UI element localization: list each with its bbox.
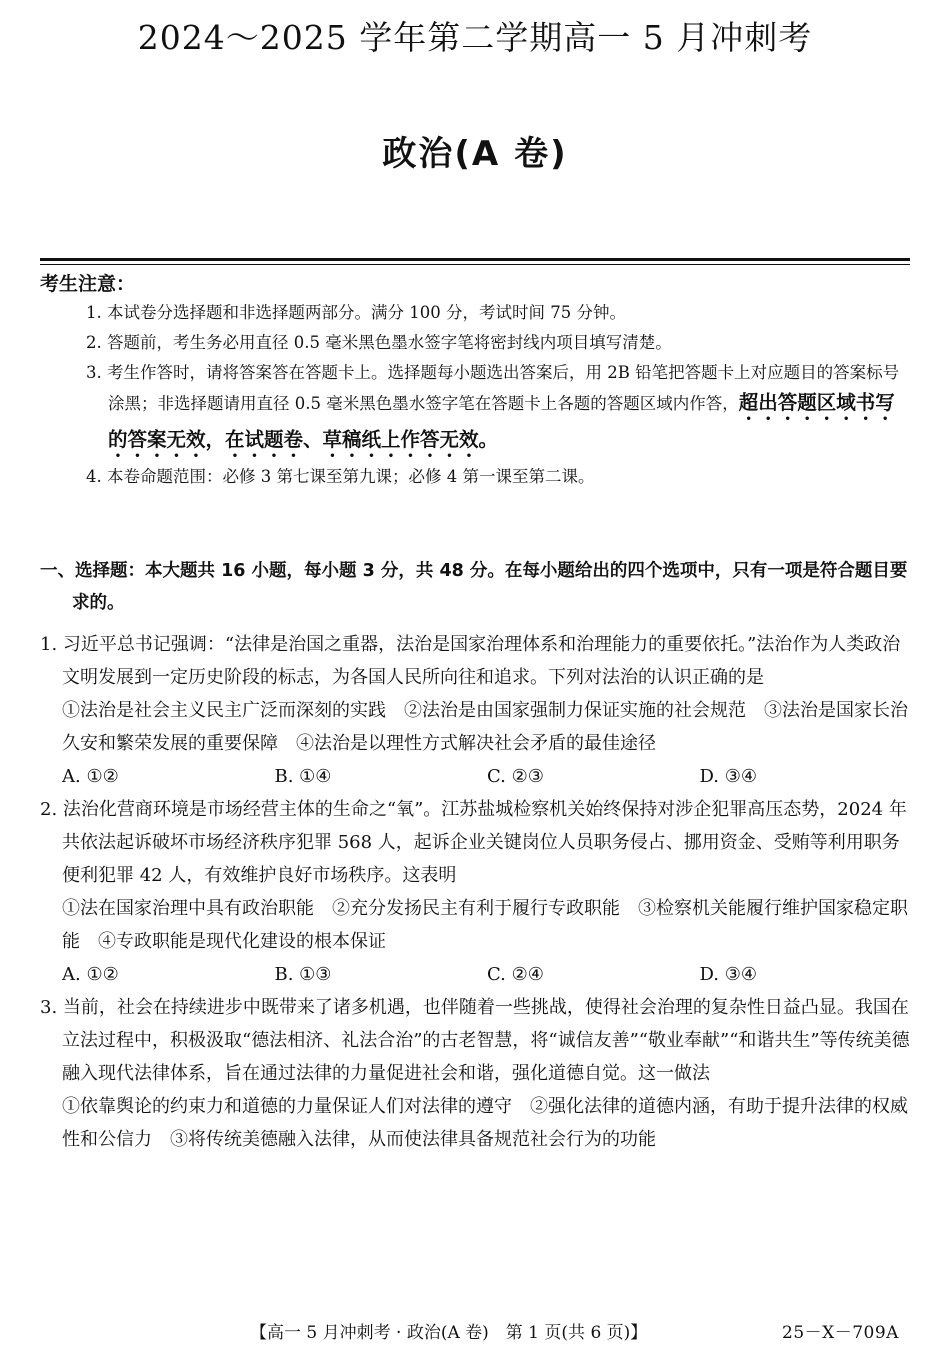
notice-item-3-emphasis: 超出答题区域书写的答案无效，在试题卷、草稿纸上作答无效。	[108, 391, 895, 451]
option-d: D. ③④	[699, 766, 758, 787]
section-heading-text: 一、选择题：本大题共 16 小题，每小题 3 分，共 48 分。在每小题给出的四个选项中，只有一项是符合题目要求的。	[40, 561, 908, 613]
question-list	[40, 628, 912, 1156]
question-statements: ①法治是社会主义民主广泛而深刻的实践 ②法治是由国家强制力保证实施的社会规范 ③法治是国家长治久安和繁荣发展的重要保障 ④法治是以理性方式解决社会矛盾的最佳途径	[62, 700, 908, 754]
option-b: B. ①④	[274, 766, 332, 787]
notice-item-4: 4. 本卷命题范围：必修 3 第七课至第九课；必修 4 第一课至第二课。	[86, 467, 595, 486]
divider-thick	[40, 258, 910, 261]
question-2	[40, 793, 912, 991]
exam-title: 2024～2025 学年第二学期高一 5 月冲刺考	[137, 18, 813, 57]
option-c: C. ②④	[487, 964, 544, 985]
question-1	[40, 628, 912, 793]
question-stem: 2. 法治化营商环境是市场经营主体的生命之“氧”。江苏盐城检察机关始终保持对涉企犯罪高压态势，2024 年共依法起诉破坏市场经济秩序犯罪 568 人，起诉企业关键岗位人员职务侵占、挪用资金、受贿等利用职务便利犯罪 42 人，有效维护良好市场秩序。这表明	[40, 799, 907, 886]
notice-item-2: 2. 答题前，考生务必用直径 0.5 毫米黑色墨水签字笔将密封线内项目填写清楚。	[86, 333, 672, 352]
section-heading	[40, 555, 912, 619]
footer-page-info: 【高一 5 月冲刺考 · 政治(A 卷) 第 1 页(共 6 页)】	[250, 1323, 648, 1343]
question-statements: ①法在国家治理中具有政治职能 ②充分发扬民主有利于履行专政职能 ③检察机关能履行维护国家稳定职能 ④专政职能是现代化建设的根本保证	[62, 898, 908, 952]
question-3	[40, 991, 912, 1156]
question-stem: 1. 习近平总书记强调：“法律是治国之重器，法治是国家治理体系和治理能力的重要依托。”法治作为人类政治文明发展到一定历史阶段的标志，为各国人民所向往和追求。下列对法治的认识正确的是	[40, 634, 901, 688]
question-stem: 3. 当前，社会在持续进步中既带来了诸多机遇，也伴随着一些挑战，使得社会治理的复杂性日益凸显。我国在立法过程中，积极汲取“德法相济、礼法合治”的古老智慧，将“诚信友善”“敬业奉献”“和谐共生”等传统美德融入现代法律体系，旨在通过法律的力量促进社会和谐，强化道德自觉。这一做法	[40, 997, 910, 1084]
notice-item-3	[40, 358, 910, 462]
option-a: A. ①②	[62, 766, 119, 787]
option-c: C. ②③	[487, 766, 544, 787]
option-a: A. ①②	[62, 964, 119, 985]
notice-heading: 考生注意：	[40, 273, 136, 295]
option-b: B. ①③	[274, 964, 332, 985]
divider-thin	[40, 264, 910, 265]
footer-paper-code: 25－X－709A	[782, 1323, 899, 1343]
question-statements: ①依靠舆论的约束力和道德的力量保证人们对法律的遵守 ②强化法律的道德内涵，有助于提升法律的权威性和公信力 ③将传统美德融入法律，从而使法律具备规范社会行为的功能	[62, 1096, 908, 1150]
question-options	[40, 760, 912, 793]
candidate-notice	[40, 270, 910, 492]
notice-item-3-text: 3. 考生作答时，请将答案答在答题卡上。选择题每小题选出答案后，用 2B 铅笔把答题卡上对应题目的答案标号涂黑；非选择题请用直径 0.5 毫米黑色墨水签字笔在答题卡上各题的答题区域内作答，	[86, 363, 900, 413]
option-d: D. ③④	[699, 964, 758, 985]
question-options	[40, 958, 912, 991]
notice-item-1: 1. 本试卷分选择题和非选择题两部分。满分 100 分，考试时间 75 分钟。	[86, 303, 626, 322]
exam-subtitle: 政治(A 卷)	[382, 134, 568, 174]
